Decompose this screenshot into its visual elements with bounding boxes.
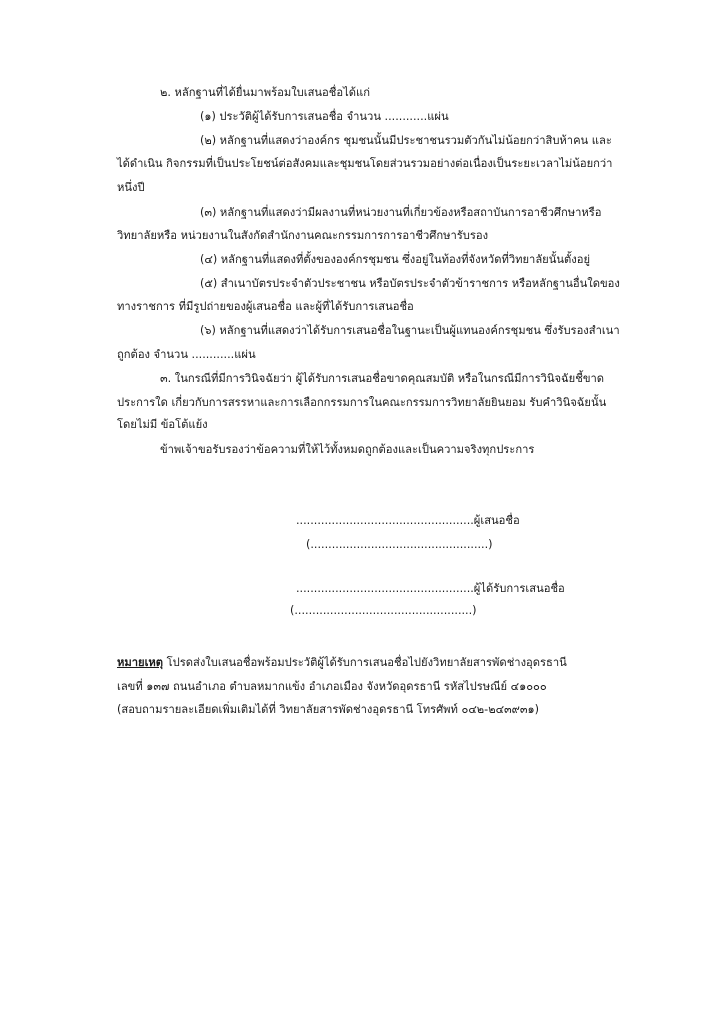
nominee-name: (..................................................) [290,604,477,617]
item5-line1: (๕) สำเนาบัตรประจำตัวประชาชน หรือบัตรประจำตัวข้าราชการ หรือหลักฐานอื่นใดของ [200,277,620,290]
note-line2: เลขที่ ๑๓๗ ถนนอำเภอ ตำบลหมากแข้ง อำเภอเมือง จังหวัดอุดรธานี รหัสไปรษณีย์ ๔๑๐๐๐ [117,680,547,693]
item5-line2: ทางราชการ ที่มีรูปถ่ายของผู้เสนอชื่อ และผู้ที่ได้รับการเสนอชื่อ [117,300,414,313]
item4: (๔) หลักฐานที่แสดงที่ตั้งขององค์กรชุมชน ซึ่งอยู่ในท้องที่จังหวัดที่วิทยาลัยนั้นตั้งอยู่ [200,253,591,266]
item1: (๑) ประวัติผู้ได้รับการเสนอชื่อ จำนวน ............แผ่น [200,110,449,123]
note-line3: (สอบถามรายละเอียดเพิ่มเติมได้ที่ วิทยาลัยสารพัดช่างอุดรธานี โทรศัพท์ ๐๔๒-๒๔๓๙๓๑) [117,703,539,716]
certification-statement: ข้าพเจ้าขอรับรองว่าข้อความที่ให้ไว้ทั้งหมดถูกต้องและเป็นความจริงทุกประการ [160,443,535,456]
nominator-signature-line: ..................................................ผู้เสนอชื่อ [296,514,520,527]
item3-line1: (๓) หลักฐานที่แสดงว่ามีผลงานที่หน่วยงานที่เกี่ยวข้องหรือสถาบันการอาชีวศึกษาหรือ [200,206,602,219]
note-line1 [117,656,567,670]
note-label: หมายเหตุ [117,656,164,669]
section3-line2: ประการใด เกี่ยวกับการสรรหาและการเลือกกรรมการในคณะกรรมการวิทยาลัยยินยอม รับคำวินิจฉัยนั้น [117,396,607,409]
section2-heading: ๒. หลักฐานที่ได้ยื่นมาพร้อมใบเสนอชื่อได้แก่ [160,86,370,99]
section3-line3: โดยไม่มี ข้อโต้แย้ง [117,418,208,431]
item6-line2: ถูกต้อง จำนวน ............แผ่น [117,348,256,361]
item3-line2: วิทยาลัยหรือ หน่วยงานในสังกัดสำนักงานคณะกรรมการการอาชีวศึกษารับรอง [117,229,489,242]
nominee-signature-line: ..................................................ผู้ได้รับการเสนอชื่อ [296,582,565,595]
note-text: โปรดส่งใบเสนอชื่อพร้อมประวัติผู้ได้รับการเสนอชื่อไปยังวิทยาลัยสารพัดช่างอุดรธานี [163,656,567,669]
nominator-name: (..................................................) [306,538,493,551]
item2-line2: ได้ดำเนิน กิจกรรมที่เป็นประโยชน์ต่อสังคมและชุมชนโดยส่วนรวมอย่างต่อเนื่องเป็นระยะเวลาไม่น้อยกว่า [117,157,613,170]
item2-line1: (๒) หลักฐานที่แสดงว่าองค์กร ชุมชนนั้นมีประชาชนรวมตัวกันไม่น้อยกว่าสิบห้าคน และ [200,134,612,147]
section3-line1: ๓. ในกรณีที่มีการวินิจฉัยว่า ผู้ได้รับการเสนอชื่อขาดคุณสมบัติ หรือในกรณีมีการวินิจฉัยชี้ขาด [160,372,605,385]
item2-line3: หนึ่งปี [117,181,145,194]
item6-line1: (๖) หลักฐานที่แสดงว่าได้รับการเสนอชื่อในฐานะเป็นผู้แทนองค์กรชุมชน ซึ่งรับรองสำเนา [200,324,620,337]
